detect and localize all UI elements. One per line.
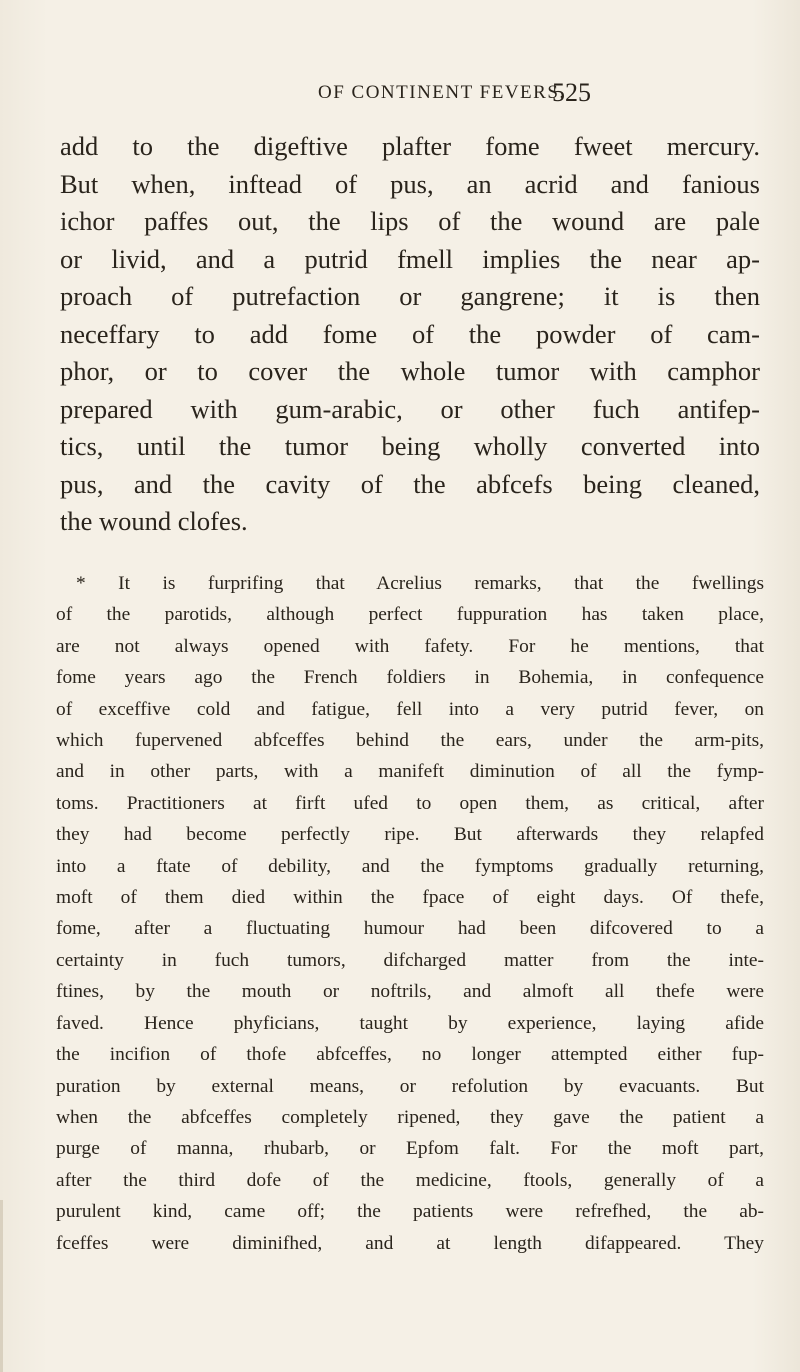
footnote-line: fceffes were diminifhed, and at length difappeared. They (56, 1232, 764, 1254)
footnote-line: of the parotids, although perfect fuppuration has taken place, (56, 604, 764, 626)
footnote-line: * It is furprifing that Acrelius remarks, that the fwellings (76, 573, 764, 594)
footnote-line: into a ftate of debility, and the fymptoms gradually returning, (56, 855, 764, 877)
page-edge-shadow (0, 1200, 3, 1372)
footnote-line: they had become perfectly ripe. But afterwards they relapfed (56, 824, 764, 846)
running-title: OF CONTINENT FEVERS. (318, 82, 566, 103)
footnote-line: ftines, by the mouth or noftrils, and almoft all thefe were (56, 981, 764, 1003)
body-line: add to the digeftive plafter fome fweet mercury. (60, 131, 760, 161)
page-number: 525 (552, 78, 591, 107)
footnote-line: of exceffive cold and fatigue, fell into a very putrid fever, on (56, 698, 764, 720)
body-line: tics, until the tumor being wholly converted into (60, 431, 760, 461)
footnote-line: fome years ago the French foldiers in Bohemia, in confequence (56, 667, 764, 689)
footnote-line: certainty in fuch tumors, difcharged matter from the inte- (56, 949, 764, 971)
footnote-line: purulent kind, came off; the patients were refrefhed, the ab- (56, 1201, 764, 1223)
footnote-line: the incifion of thofe abfceffes, no longer attempted either fup- (56, 1044, 764, 1066)
footnote-line: are not always opened with fafety. For he mentions, that (56, 635, 764, 657)
body-line: proach of putrefaction or gangrene; it is then (60, 281, 760, 311)
footnote-line: and in other parts, with a manifeft diminution of all the fymp- (56, 761, 764, 783)
footnote-line: faved. Hence phyficians, taught by experience, laying afide (56, 1012, 764, 1034)
footnote-line: puration by external means, or refolution by evacuants. But (56, 1075, 764, 1097)
main-paragraph (60, 128, 760, 541)
footnote-line: toms. Practitioners at firft ufed to open them, as critical, after (56, 792, 764, 814)
footnote-line: when the abfceffes completely ripened, they gave the patient a (56, 1106, 764, 1128)
body-line: But when, inftead of pus, an acrid and fanious (60, 168, 760, 199)
body-line: the wound clofes. (60, 506, 248, 536)
body-line: neceffary to add fome of the powder of cam- (60, 318, 760, 349)
body-line: ichor paffes out, the lips of the wound are pale (60, 206, 760, 236)
body-line: or livid, and a putrid fmell implies the near ap- (60, 243, 760, 274)
body-line: prepared with gum-arabic, or other fuch antifep- (60, 393, 760, 424)
footnote (56, 568, 764, 1259)
body-line: pus, and the cavity of the abfcefs being cleaned, (60, 468, 760, 499)
footnote-line: after the third dofe of the medicine, ftools, generally of a (56, 1169, 764, 1191)
footnote-line: purge of manna, rhubarb, or Epfom falt. For the moft part, (56, 1138, 764, 1160)
body-line: phor, or to cover the whole tumor with camphor (60, 356, 760, 386)
footnote-line: moft of them died within the fpace of eight days. Of thefe, (56, 887, 764, 909)
footnote-line: fome, after a fluctuating humour had been difcovered to a (56, 918, 764, 940)
running-head (180, 78, 640, 112)
footnote-line: which fupervened abfceffes behind the ears, under the arm-pits, (56, 730, 764, 752)
